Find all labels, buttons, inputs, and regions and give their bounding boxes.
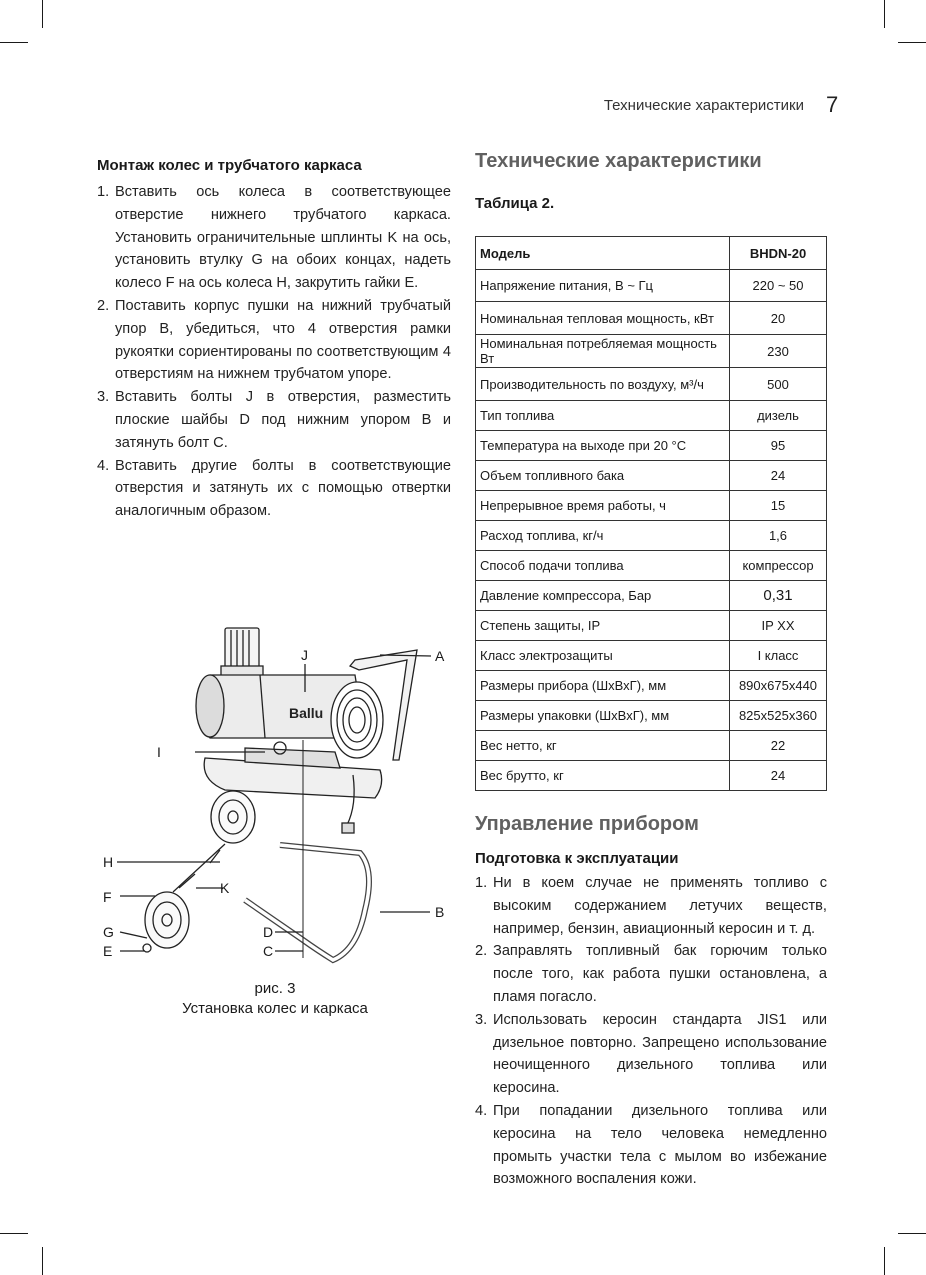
label-f: F bbox=[103, 889, 112, 905]
table-row: Номинальная потребляемая мощность Вт 230 bbox=[476, 335, 827, 368]
crop-mark bbox=[0, 42, 28, 43]
spec-table bbox=[475, 236, 827, 791]
section-title: Монтаж колес и трубчатого каркаса bbox=[97, 157, 362, 174]
table-row: Производительность по воздуху, м³/ч 500 bbox=[476, 368, 827, 401]
list-item: 4. При попадании дизельного топлива или керосина на тело человека немедленно промыть участки тела с мылом во избежание возможного воспаления кожи. bbox=[475, 1102, 827, 1188]
prep-steps bbox=[475, 872, 827, 1191]
label-b: B bbox=[435, 904, 445, 920]
table-title: Таблица 2. bbox=[475, 195, 555, 212]
list-item: 3. Вставить болты J в отверстия, разместить плоские шайбы D под нижним упором B и затянуть болт C. bbox=[97, 389, 451, 451]
right-column bbox=[475, 150, 827, 173]
list-item: 2. Поставить корпус пушки на нижний трубчатый упор B, убедиться, что 4 отверстия рамки рукоятки сориентированы по соответствующим 4 отверстиям на нижнем трубчатом упоре. bbox=[97, 297, 451, 383]
table-row: Способ подачи топлива компрессор bbox=[476, 551, 827, 581]
table-row: Непрерывное время работы, ч 15 bbox=[476, 491, 827, 521]
label-d: D bbox=[263, 924, 274, 940]
label-h: H bbox=[103, 854, 114, 870]
table-row: Степень защиты, IP IP XX bbox=[476, 611, 827, 641]
table-row: Размеры прибора (ШхВхГ), мм 890x675x440 bbox=[476, 671, 827, 701]
figure-caption: Установка колес и каркаса bbox=[182, 1000, 368, 1017]
list-item: 4. Вставить другие болты в соответствующие отверстия и затянуть их с помощью отвертки аналогичным образом. bbox=[97, 457, 451, 520]
table-row: Объем топливного бака 24 bbox=[476, 461, 827, 491]
prep-list bbox=[475, 872, 827, 1191]
crop-mark bbox=[884, 0, 885, 28]
assembly-steps bbox=[97, 181, 451, 523]
list-item: 1. Вставить ось колеса в соответствующее отверстие нижнего трубчатого каркаса. Установить ограничительные шплинты K на ось, установить втулку G на обоих концах, надеть колесо F на ось колеса H, закрутить гайки E. bbox=[97, 184, 451, 292]
crop-mark bbox=[42, 0, 43, 28]
crop-mark bbox=[0, 1233, 28, 1234]
brand-logo: Ballu bbox=[289, 705, 324, 721]
crop-mark bbox=[42, 1247, 43, 1275]
heater-assembly-drawing bbox=[95, 620, 455, 970]
table-row: Расход топлива, кг/ч 1,6 bbox=[476, 521, 827, 551]
crop-mark bbox=[898, 1233, 926, 1234]
table-row: Номинальная тепловая мощность, кВт 20 bbox=[476, 302, 827, 335]
table-row: Вес нетто, кг 22 bbox=[476, 731, 827, 761]
label-g: G bbox=[103, 924, 114, 940]
table-row: Вес брутто, кг 24 bbox=[476, 761, 827, 791]
control-heading: Управление прибором bbox=[475, 813, 699, 835]
label-j: J bbox=[301, 647, 308, 663]
list-item: 1. Ни в коем случае не применять топливо с высоким содержанием летучих веществ, например, бензин, авиационный керосин и т. д. bbox=[475, 875, 827, 937]
section-heading: Технические характеристики bbox=[475, 150, 762, 172]
table-row: Размеры упаковки (ШхВхГ), мм 825x525x360 bbox=[476, 701, 827, 731]
table-row: Напряжение питания, В ~ Гц 220 ~ 50 bbox=[476, 270, 827, 302]
label-a: A bbox=[435, 648, 445, 664]
assembly-figure bbox=[95, 620, 455, 970]
figure-number: рис. 3 bbox=[254, 980, 296, 997]
crop-mark bbox=[898, 42, 926, 43]
left-column bbox=[97, 157, 451, 523]
table-row: Класс электрозащиты I класс bbox=[476, 641, 827, 671]
label-e: E bbox=[103, 943, 113, 959]
label-c: C bbox=[263, 943, 274, 959]
label-k: K bbox=[220, 880, 230, 896]
running-header: Технические характеристики bbox=[603, 97, 804, 114]
label-i: I bbox=[157, 744, 161, 760]
list-item: 3. Использовать керосин стандарта JIS1 или дизельное повторно. Запрещено использование неочищенного дизельного топлива или керосина. bbox=[475, 1011, 827, 1097]
table-row: Температура на выходе при 20 °С 95 bbox=[476, 431, 827, 461]
table-row: Давление компрессора, Бар 0,31 bbox=[476, 581, 827, 611]
crop-mark bbox=[884, 1247, 885, 1275]
page-number: 7 bbox=[826, 92, 839, 117]
table-row: Тип топлива дизель bbox=[476, 401, 827, 431]
list-item: 2. Заправлять топливный бак горючим только после того, как работа пушки остановлена, а пламя погасло. bbox=[475, 943, 827, 1005]
table-header-row: Модель BHDN-20 bbox=[476, 237, 827, 270]
prep-title: Подготовка к эксплуатации bbox=[475, 850, 679, 867]
